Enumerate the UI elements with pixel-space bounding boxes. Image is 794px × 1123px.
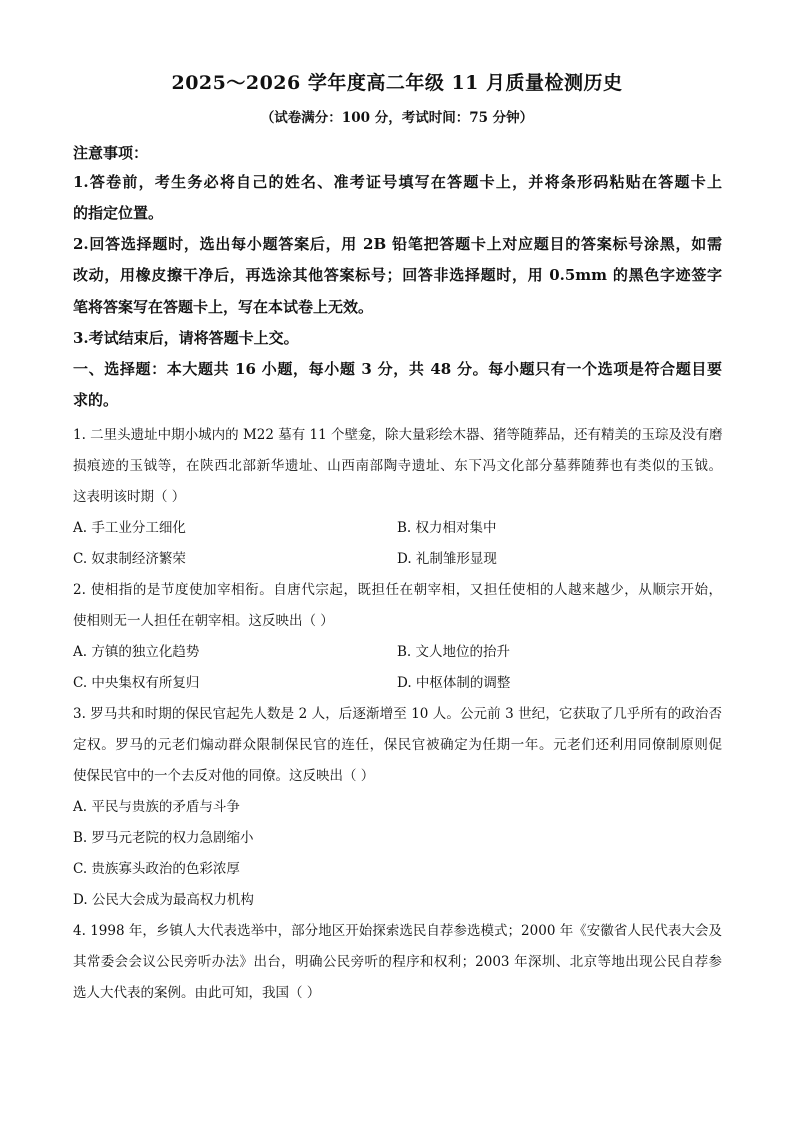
question-1-option-a: A. 手工业分工细化 xyxy=(73,520,186,536)
question-1-option-b: B. 权力相对集中 xyxy=(397,520,497,536)
notice-item-1-line-1: 1.答卷前，考生务必将自己的姓名、准考证号填写在答题卡上，并将条形码粘贴在答题卡上 xyxy=(73,173,722,191)
question-2-line-2: 使相则无一人担任在朝宰相。这反映出（ ） xyxy=(73,613,334,629)
question-3-line-2: 定权。罗马的元老们煽动群众限制保民官的连任，保民官被确定为任期一年。元老们还利用同僚制原则促 xyxy=(73,737,722,753)
notice-item-1-line-2: 的指定位置。 xyxy=(73,204,164,222)
question-1-option-c: C. 奴隶制经济繁荣 xyxy=(73,551,186,567)
notice-item-2-line-2: 改动，用橡皮擦干净后，再选涂其他答案标号；回答非选择题时，用 0.5mm 的黑色字迹签字 xyxy=(73,266,722,284)
question-3-line-3: 使保民官中的一个去反对他的同僚。这反映出（ ） xyxy=(73,768,375,784)
question-4-line-2: 其常委会会议公民旁听办法》出台，明确公民旁听的程序和权利；2003 年深圳、北京等地出现公民自荐参 xyxy=(73,954,722,970)
section-heading-line-2: 求的。 xyxy=(73,391,119,409)
question-2-option-c: C. 中央集权有所复归 xyxy=(73,675,200,691)
section-heading-line-1: 一、选择题：本大题共 16 小题，每小题 3 分，共 48 分。每小题只有一个选项是符合题目要 xyxy=(73,360,722,378)
notice-item-2-line-3: 笔将答案写在答题卡上，写在本试卷上无效。 xyxy=(73,298,374,316)
page-title: 2025～2026 学年度高二年级 11 月质量检测历史 xyxy=(171,72,623,94)
question-3-line-1: 3. 罗马共和时期的保民官起先人数是 2 人，后逐渐增至 10 人。公元前 3 世纪，它获取了几乎所有的政治否 xyxy=(73,706,722,722)
question-4-line-1: 4. 1998 年，乡镇人大代表选举中，部分地区开始探索选民自荐参选模式；2000 年《安徽省人民代表大会及 xyxy=(73,923,722,939)
question-3-option-b: B. 罗马元老院的权力急剧缩小 xyxy=(73,830,254,846)
question-2-option-b: B. 文人地位的抬升 xyxy=(397,644,511,660)
question-1-option-d: D. 礼制雏形显现 xyxy=(397,551,497,567)
notice-item-3: 3.考试结束后，请将答题卡上交。 xyxy=(73,329,299,347)
question-3-option-a: A. 平民与贵族的矛盾与斗争 xyxy=(73,799,240,815)
question-1-line-1: 1. 二里头遗址中期小城内的 M22 墓有 11 个壁龛，除大量彩绘木器、猪等随葬品，还有精美的玉琮及没有磨 xyxy=(73,427,723,443)
question-2-option-d: D. 中枢体制的调整 xyxy=(397,675,511,691)
question-2-option-a: A. 方镇的独立化趋势 xyxy=(73,644,200,660)
question-3-option-c: C. 贵族寡头政治的色彩浓厚 xyxy=(73,861,240,877)
notice-item-2-line-1: 2.回答选择题时，选出每小题答案后，用 2B 铅笔把答题卡上对应题目的答案标号涂黑，如需 xyxy=(73,235,722,253)
question-2-line-1: 2. 使相指的是节度使加宰相衔。自唐代宗起，既担任在朝宰相，又担任使相的人越来越少，从顺宗开始， xyxy=(73,582,722,598)
question-1-line-3: 这表明该时期（ ） xyxy=(73,489,186,505)
notice-heading: 注意事项： xyxy=(73,144,149,162)
question-1-line-2: 损痕迹的玉钺等，在陕西北部新华遗址、山西南部陶寺遗址、东下冯文化部分墓葬随葬也有类似的玉钺。 xyxy=(73,458,722,474)
question-3-option-d: D. 公民大会成为最高权力机构 xyxy=(73,892,254,908)
exam-info: （试卷满分：100 分，考试时间：75 分钟） xyxy=(260,110,534,126)
question-4-line-3: 选人大代表的案例。由此可知，我国（ ） xyxy=(73,985,321,1001)
